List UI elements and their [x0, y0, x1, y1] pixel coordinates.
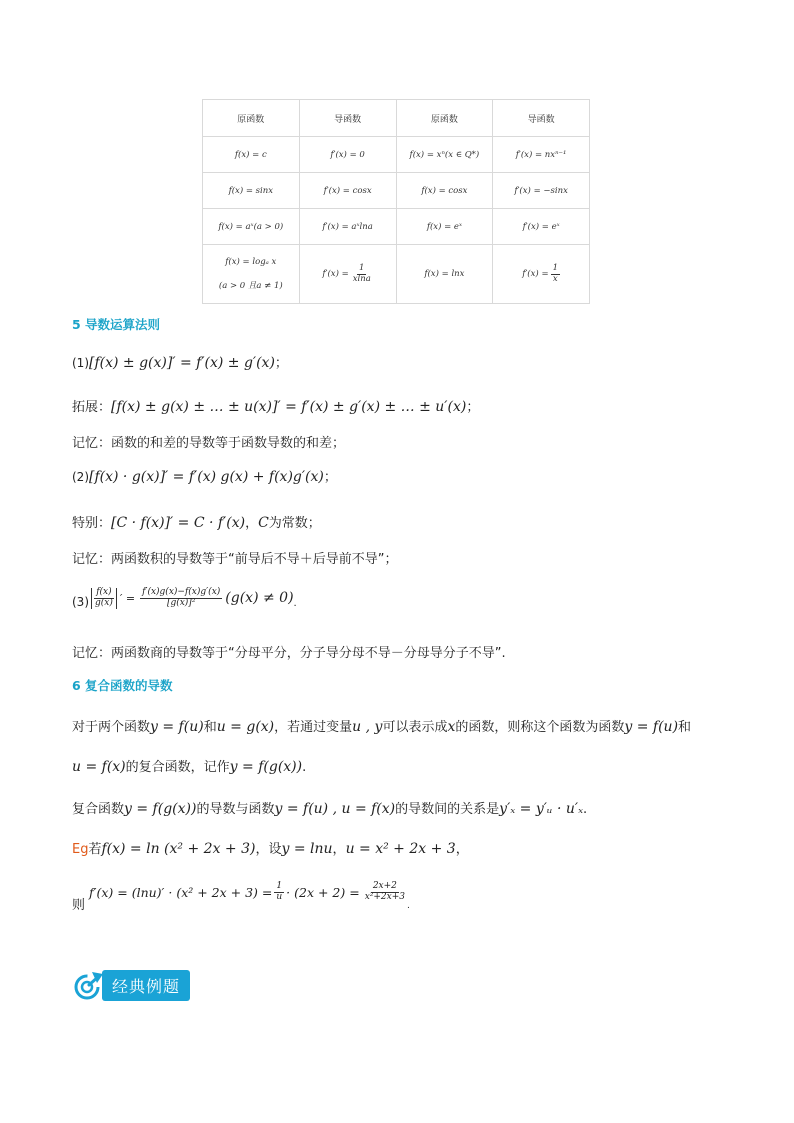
fraction-numerator: 1	[359, 263, 365, 274]
refresh-arrow-icon	[72, 968, 106, 1002]
constant-symbol: C	[258, 515, 269, 531]
table-row	[203, 137, 590, 173]
text: 可以表示成	[382, 720, 448, 735]
table-cell: f′(x) = aˣlna	[299, 209, 396, 245]
classic-examples-badge	[72, 968, 190, 1002]
text: 的复合函数，记作	[125, 760, 230, 775]
rule-1	[72, 352, 288, 371]
log-function: f(x) = logₐ x	[225, 257, 277, 267]
table-cell: f(x) = cosx	[396, 173, 493, 209]
memory-note-3: 记忆：两函数商的导数等于“分母平分，分子导分母不导－分母导分子不导”.	[72, 646, 506, 661]
text: ，设	[255, 842, 282, 857]
text: 和	[678, 720, 692, 735]
section-6-heading: 6 复合函数的导数	[72, 678, 173, 693]
table-cell: f(x) = c	[203, 137, 300, 173]
derivative-table	[202, 99, 590, 304]
fraction-numerator: 1	[552, 263, 558, 274]
equals-sign: ′ =	[119, 591, 136, 605]
fraction-denominator: [g(x)]²	[166, 597, 196, 608]
text: ，	[455, 842, 469, 857]
formula: u = x² + 2x + 3	[345, 841, 456, 857]
special-end: 为常数；	[268, 516, 321, 531]
fraction	[274, 882, 284, 903]
fraction-numerator: f′(x)g(x)−f(x)g′(x)	[142, 587, 221, 597]
text: 对于两个函数	[72, 720, 151, 735]
example-tag: Eg	[72, 842, 89, 857]
table-cell: f(x) = aˣ(a > 0)	[203, 209, 300, 245]
text: ，	[332, 842, 346, 857]
fraction-denominator: g(x)	[95, 597, 113, 608]
fraction	[551, 264, 560, 284]
table-cell	[299, 245, 396, 304]
solution-formula	[89, 882, 407, 903]
rule-label: (2)	[72, 470, 89, 484]
table-header: 导函数	[493, 100, 590, 137]
table-row	[203, 173, 590, 209]
fraction	[351, 264, 373, 284]
special-label: 特别：	[72, 516, 112, 531]
text: .	[583, 802, 588, 817]
table-cell: f′(x) = −sinx	[493, 173, 590, 209]
text: 若	[88, 842, 102, 857]
formula-prefix: f′(x) =	[522, 269, 549, 279]
rule-end: .	[293, 597, 297, 609]
table-header: 导函数	[299, 100, 396, 137]
extension-end: ；	[466, 400, 480, 415]
fraction	[363, 882, 407, 903]
table-header: 原函数	[396, 100, 493, 137]
text: 的导数间的关系是	[395, 802, 500, 817]
formula: x	[447, 719, 456, 735]
formula: y = f(u) , u = f(x)	[274, 801, 396, 817]
quotient-condition: (g(x) ≠ 0)	[225, 590, 294, 607]
formula: u = g(x)	[216, 719, 275, 735]
fraction-denominator: x²+2x+3	[364, 891, 405, 902]
special-sep: ，	[245, 516, 259, 531]
memory-note-2: 记忆：两函数积的导数等于“前导后不导＋后导前不导”；	[72, 552, 398, 567]
table-cell	[493, 245, 590, 304]
example-line	[72, 838, 469, 857]
table-cell	[203, 245, 300, 304]
table-row	[203, 245, 590, 304]
example-solution	[72, 881, 410, 913]
special-case	[72, 512, 321, 531]
fraction-numerator: 2x+2	[372, 881, 397, 891]
fraction-numerator: 1	[276, 881, 283, 891]
fraction-denominator: u	[276, 891, 283, 902]
composite-definition-line-2	[72, 756, 306, 775]
formula: y = f(u)	[624, 719, 679, 735]
chain-rule-formula: y′ₓ = y′ᵤ · u′ₓ	[499, 801, 584, 817]
text: 则	[72, 897, 86, 913]
fraction-denominator: xlna	[352, 273, 371, 284]
badge-label: 经典例题	[102, 970, 190, 1001]
special-formula: [C · f(x)]′ = C · f′(x)	[111, 515, 246, 531]
table-cell: f(x) = xⁿ(x ∈ Q*)	[396, 137, 493, 173]
chain-rule-line	[72, 798, 587, 817]
quotient-lhs	[91, 588, 117, 609]
formula: y = f(u)	[150, 719, 204, 735]
text: 和	[203, 720, 217, 735]
table-row	[203, 209, 590, 245]
text: .	[407, 900, 410, 911]
memory-note-1: 记忆：函数的和差的导数等于函数导数的和差；	[72, 436, 346, 451]
extension-formula: [f(x) ± g(x) ± … ± u(x)]′ = f′(x) ± g′(x) ± … ± u′(x)	[111, 399, 467, 415]
fraction-numerator: f(x)	[96, 587, 112, 597]
composite-definition-line-1	[72, 716, 691, 735]
formula: · (2x + 2) =	[286, 884, 360, 900]
table-cell: f′(x) = 0	[299, 137, 396, 173]
rule-3	[72, 588, 297, 609]
table-cell: f′(x) = nxⁿ⁻¹	[493, 137, 590, 173]
formula: f(x) = ln (x² + 2x + 3)	[101, 841, 256, 857]
rule-label: (3)	[72, 594, 89, 609]
rule-end: ；	[323, 470, 337, 485]
table-header-row	[203, 100, 590, 137]
quotient-rhs	[140, 588, 222, 609]
table-cell: f′(x) = eˣ	[493, 209, 590, 245]
formula: y = f(g(x))	[124, 801, 197, 817]
rule-label: (1)	[72, 356, 89, 370]
text: 的导数与函数	[196, 802, 275, 817]
extension-line	[72, 396, 479, 415]
log-condition: (a > 0 且a ≠ 1)	[218, 281, 283, 291]
formula: f′(x) = (lnu)′ · (x² + 2x + 3) =	[89, 884, 273, 900]
extension-label: 拓展：	[72, 400, 112, 415]
rule-formula: [f(x) ± g(x)]′ = f′(x) ± g′(x)	[89, 355, 275, 371]
table-cell: f(x) = eˣ	[396, 209, 493, 245]
formula: u = f(x)	[72, 759, 126, 775]
section-5-heading: 5 导数运算法则	[72, 317, 161, 332]
table-cell: f(x) = sinx	[203, 173, 300, 209]
table-cell: f(x) = lnx	[396, 245, 493, 304]
rule-end: ；	[274, 356, 288, 371]
formula: u , y	[352, 719, 383, 735]
formula-prefix: f′(x) =	[322, 269, 349, 279]
table-cell: f′(x) = cosx	[299, 173, 396, 209]
rule-formula: [f(x) · g(x)]′ = f′(x) g(x) + f(x)g′(x)	[89, 469, 324, 485]
rule-2	[72, 466, 337, 485]
text: ，若通过变量	[274, 720, 353, 735]
formula: y = lnu	[281, 841, 333, 857]
text: .	[302, 760, 307, 775]
formula: y = f(g(x))	[229, 759, 303, 775]
table-header: 原函数	[203, 100, 300, 137]
text: 复合函数	[72, 802, 125, 817]
text: 的函数，则称这个函数为函数	[455, 720, 625, 735]
fraction-denominator: x	[552, 273, 558, 284]
